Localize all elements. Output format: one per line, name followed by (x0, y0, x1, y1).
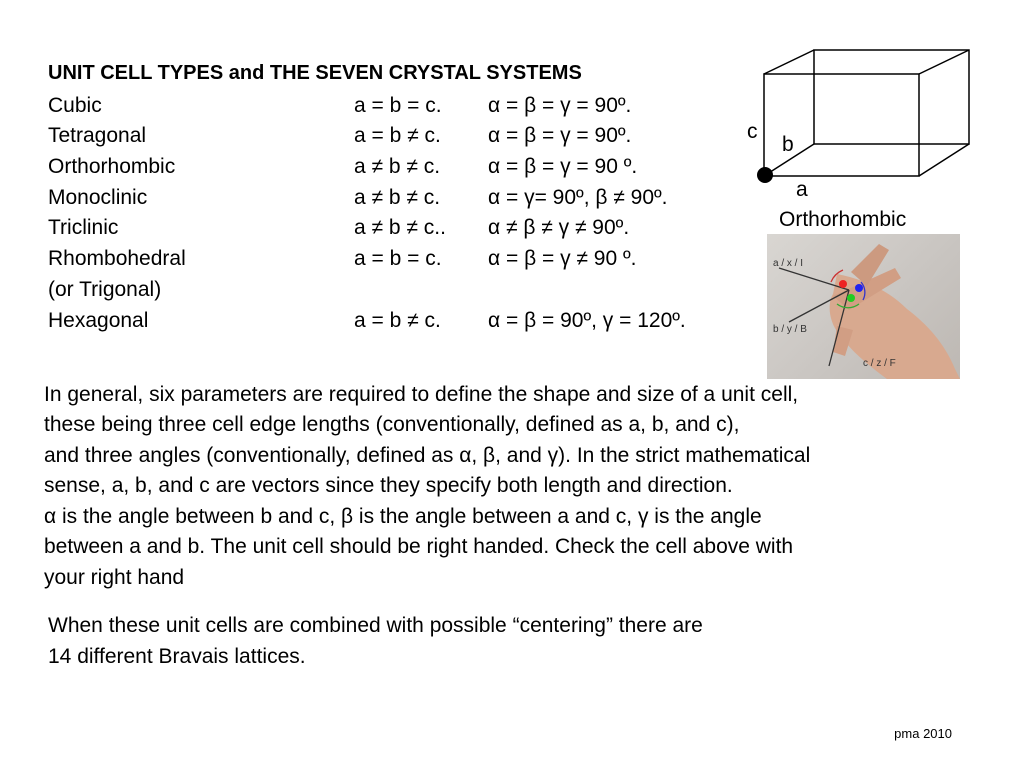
system-name: Orthorhombic (48, 155, 176, 178)
system-name: Rhombohedral (48, 247, 186, 270)
system-name: Cubic (48, 94, 102, 117)
cell-edge (919, 144, 969, 176)
system-angles: α ≠ β ≠ γ ≠ 90º. (488, 216, 630, 239)
paragraph-line: and three angles (conventionally, defined as α, β, and γ). In the strict mathematical (44, 444, 811, 467)
photo-label-a: a / x / I (773, 258, 804, 269)
paragraph-line: 14 different Bravais lattices. (48, 645, 306, 668)
system-edges: a = b = c. (354, 94, 442, 117)
system-angles: α = γ= 90º, β ≠ 90º. (488, 186, 668, 209)
system-name: Triclinic (48, 216, 119, 239)
paragraph-line: your right hand (44, 566, 185, 589)
system-name: Hexagonal (48, 309, 149, 332)
system-angles: α = β = γ ≠ 90 º. (488, 247, 637, 270)
paragraph-line: sense, a, b, and c are vectors since they specify both length and direction. (44, 474, 733, 497)
system-edges: a ≠ b ≠ c. (354, 186, 441, 209)
paragraph-line: these being three cell edge lengths (conventionally, defined as a, b, and c), (44, 413, 740, 436)
cell-back-face (814, 50, 969, 144)
system-angles: α = β = γ = 90º. (488, 124, 632, 147)
photo-label-c: c / z / F (863, 358, 896, 369)
system-name: (or Trigonal) (48, 278, 162, 301)
system-angles: α = β = 90º, γ = 120º. (488, 309, 686, 332)
system-edges: a = b ≠ c. (354, 124, 441, 147)
diagram-caption: Orthorhombic (779, 208, 907, 231)
axis-label-a: a (796, 178, 808, 201)
credit-text: pma 2010 (894, 726, 952, 741)
dot-blue (855, 284, 863, 292)
photo-label-b: b / y / B (773, 324, 807, 335)
paragraph-line: In general, six parameters are required to define the shape and size of a unit cell, (44, 383, 799, 406)
origin-dot (757, 167, 773, 183)
dot-green (847, 294, 855, 302)
paragraph-line: between a and b. The unit cell should be right handed. Check the cell above with (44, 535, 794, 558)
system-edges: a = b ≠ c. (354, 309, 441, 332)
system-edges: a ≠ b ≠ c.. (354, 216, 446, 239)
system-name: Tetragonal (48, 124, 147, 147)
slide-title: UNIT CELL TYPES and THE SEVEN CRYSTAL SYSTEMS (48, 62, 582, 84)
axis-label-b: b (782, 133, 794, 156)
paragraph-line: α is the angle between b and c, β is the angle between a and c, γ is the angle (44, 505, 762, 528)
paragraph-line: When these unit cells are combined with possible “centering” there are (48, 614, 703, 637)
system-name: Monoclinic (48, 186, 148, 209)
dot-red (839, 280, 847, 288)
system-edges: a = b = c. (354, 247, 442, 270)
system-angles: α = β = γ = 90 º. (488, 155, 638, 178)
axis-label-c: c (747, 120, 758, 143)
unit-cell-diagram (752, 44, 984, 194)
system-edges: a ≠ b ≠ c. (354, 155, 441, 178)
cell-edge (919, 50, 969, 74)
system-angles: α = β = γ = 90º. (488, 94, 632, 117)
right-hand-photo (767, 234, 960, 379)
cell-edge (764, 50, 814, 74)
